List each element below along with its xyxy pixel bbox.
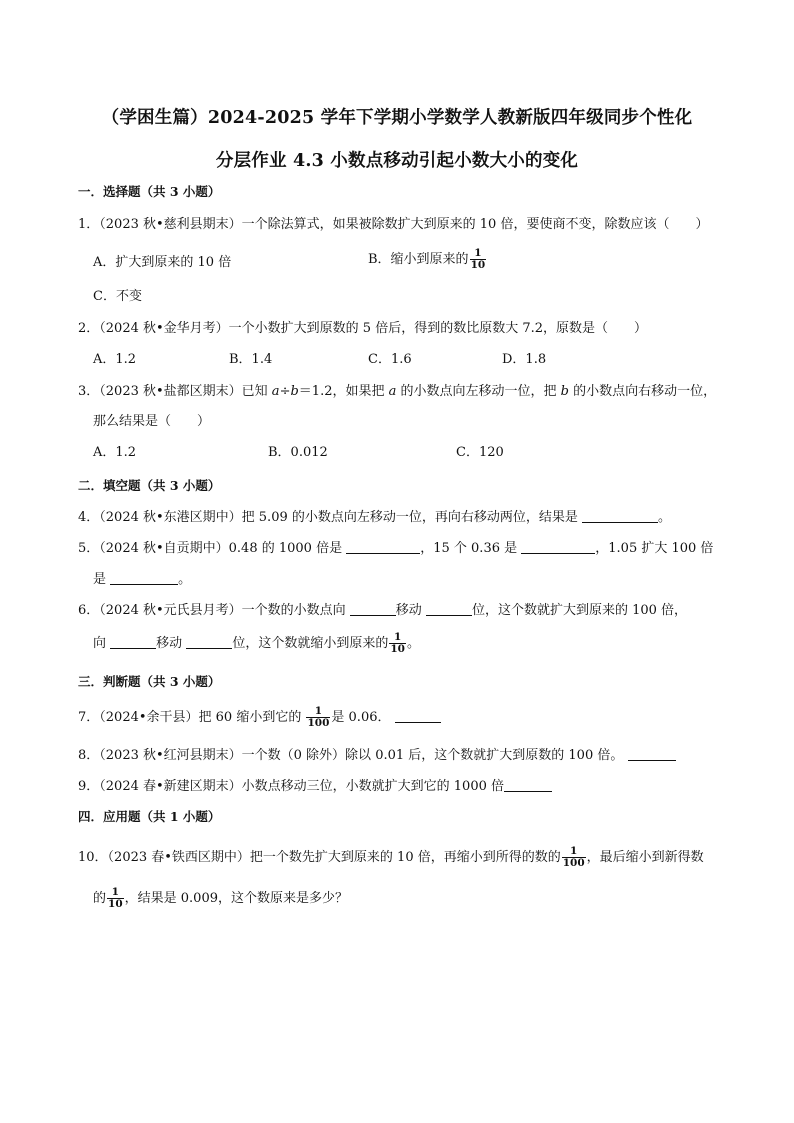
question-10-line1 [78,846,704,869]
question-6-part3: 位，这个数就扩大到原来的 100 倍， [471,603,688,618]
question-3-stem-part-b: ＝1.2，如果把 [298,384,389,399]
question-3-option-b: B．0.012 [268,445,328,460]
page-title-line1: （学困生篇）2024-2025 学年下学期小学数学人教新版四年级同步个性化 [101,108,693,128]
section-heading-application: 四．应用题（共 1 小题） [78,809,221,824]
answer-blank[interactable] [628,746,676,761]
question-5-part1: 5．（2024 秋•自贡期中）0.48 的 1000 倍是 [78,541,343,556]
fraction-numerator: 1 [111,886,119,898]
question-8-stem: 8．（2023 秋•红河县期末）一个数（0 除外）除以 0.01 后，这个数就扩大到原数的 100 倍。 [78,748,624,763]
question-1-option-b [368,248,487,271]
question-6-part4: 向 [93,636,107,651]
fraction-numerator: 1 [393,631,402,643]
variable-b-second: b [560,384,569,399]
question-3-stem-part-a: 3．（2023 秋•盐都区期末）已知 [78,384,272,399]
question-1-option-b-text: B．缩小到原来的 [368,252,469,267]
question-2-stem: 2．（2024 秋•金华月考）一个小数扩大到原数的 5 倍后，得到的数比原数大 7.2，原数是（ ） [78,321,647,336]
variable-b: b [290,384,299,399]
answer-blank[interactable] [346,539,420,554]
question-6-part2: 移动 [395,603,422,618]
fraction-denominator: 10 [470,259,486,271]
question-3-stem-part-c: 的小数点向左移动一位，把 [396,384,561,399]
fraction-numerator: 1 [314,705,323,717]
question-4-stem: 4．（2024 秋•东港区期中）把 5.09 的小数点向左移动一位，再向右移动两位，结果是 [78,510,578,525]
question-8 [78,746,676,765]
answer-blank[interactable] [504,777,552,792]
question-7 [78,706,441,729]
question-5-end: 。 [178,572,192,587]
question-6-line2 [93,632,420,655]
question-10-part3: 的 [93,891,107,906]
answer-blank[interactable] [186,634,232,649]
fraction-denominator: 100 [562,857,585,869]
question-5-line2 [93,570,191,589]
question-3-stem [78,383,716,401]
fraction-denominator: 100 [307,717,330,729]
answer-blank[interactable] [426,601,472,616]
answer-blank[interactable] [110,570,178,585]
variable-a-second: a [388,384,397,399]
answer-blank[interactable] [521,539,595,554]
answer-blank[interactable] [350,601,396,616]
section-heading-judge: 三．判断题（共 3 小题） [78,674,221,689]
fraction-denominator: 10 [108,898,123,910]
fraction [107,887,124,910]
question-2-option-a: A．1.2 [93,352,137,367]
question-10-part4: ，结果是 0.009，这个数原来是多少？ [124,891,348,906]
question-1-option-c: C．不变 [93,289,142,304]
question-3-option-a: A．1.2 [93,445,137,460]
question-2-option-c: C．1.6 [368,352,412,367]
section-heading-choice: 一．选择题（共 3 小题） [78,184,221,199]
fraction [306,706,330,729]
fraction-denominator: 10 [390,643,405,655]
question-9-stem: 9．（2024 春•新建区期末）小数点移动三位，小数就扩大到它的 1000 倍 [78,779,505,794]
fraction-numerator: 1 [570,845,578,857]
fraction [562,846,586,869]
question-5-part3: ，1.05 扩大 100 倍 [595,541,714,556]
answer-blank[interactable] [110,634,156,649]
question-9 [78,777,552,796]
question-10-part1: 10．（2023 春•铁西区期中）把一个数先扩大到原来的 10 倍，再缩小到所得的数的 [78,850,561,865]
question-7-part2: 是 0.06． [331,710,391,725]
question-4 [78,508,671,527]
question-1-stem: 1．（2023 秋•慈利县期末）一个除法算式，如果被除数扩大到原来的 10 倍，要使商不变，除数应该（ ） [78,217,709,232]
question-5-line1 [78,539,713,558]
question-6-end: 。 [406,636,420,651]
fraction [389,632,406,655]
question-3-stem-line2: 那么结果是（ ） [93,414,211,429]
division-sign: ÷ [279,384,291,399]
page-title-line2: 分层作业 4.3 小数点移动引起小数大小的变化 [215,151,579,171]
question-5-part4: 是 [93,572,107,587]
question-4-end: 。 [658,510,672,525]
question-6-part1: 6．（2024 秋•元氏县月考）一个数的小数点向 [78,603,346,618]
question-10-line2 [93,887,348,910]
variable-a: a [271,384,280,399]
question-6-line1 [78,601,687,620]
question-6-part6: 位，这个数就缩小到原来的 [232,636,389,651]
answer-blank[interactable] [395,708,441,723]
question-5-part2: ，15 个 0.36 是 [420,541,518,556]
question-10-part2: ，最后缩小到新得数 [586,850,704,865]
question-2-option-d: D．1.8 [502,352,547,367]
fraction-numerator: 1 [474,247,482,259]
section-heading-fill: 二．填空题（共 3 小题） [78,478,221,493]
question-3-option-c: C．120 [456,445,504,460]
question-7-part1: 7．（2024•余干县）把 60 缩小到它的 [78,710,302,725]
question-1-option-a: A．扩大到原来的 10 倍 [93,255,232,270]
question-3-stem-part-d: 的小数点向右移动一位， [568,384,717,399]
answer-blank[interactable] [582,508,658,523]
fraction [470,248,487,271]
question-2-option-b: B．1.4 [229,352,273,367]
question-6-part5: 移动 [156,636,183,651]
